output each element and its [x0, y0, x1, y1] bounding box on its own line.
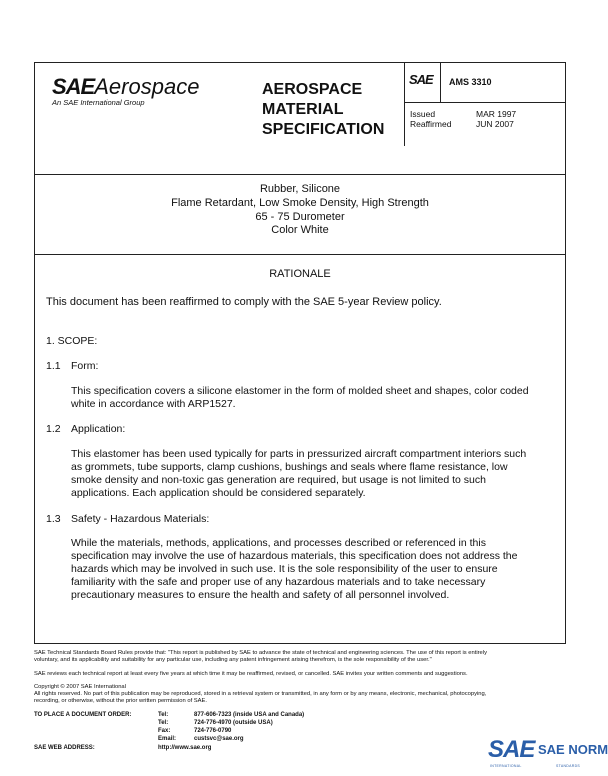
scope-heading: 1. SCOPE: — [46, 335, 98, 347]
sae-norm-logo-small-left: INTERNATIONAL — [490, 764, 522, 768]
top-border — [34, 62, 566, 63]
subject-line4: Color White — [271, 224, 329, 237]
sae-norm-logo-mark: SAE — [488, 736, 535, 763]
sae-small-logo: SAE — [409, 72, 433, 87]
section-1-2-line: as grommets, tube supports, clamp cushions, bushings and seals where flame resistance, low — [71, 461, 508, 473]
section-1-1-line: white in accordance with ARP1527. — [71, 398, 236, 410]
section-1-3-title: Safety - Hazardous Materials: — [71, 513, 210, 525]
doc-number: AMS 3310 — [449, 77, 492, 87]
copyright-line: All rights reserved. No part of this publication may be reproduced, stored in a retrieval system or transmitted, in any form or by any means, electronic, mechanical, photocopying, — [34, 691, 487, 698]
section-1-1-line: This specification covers a silicone elastomer in the form of molded sheet and shapes, color coded — [71, 385, 529, 397]
spec-title — [262, 80, 384, 140]
rationale-heading: RATIONALE — [269, 268, 331, 280]
section-1-2-text — [71, 448, 526, 500]
fax-label: Fax: — [158, 728, 171, 734]
logo-aerospace-text: Aerospace — [94, 74, 200, 99]
section-1-2-line: applications. Each application should be considered separately. — [71, 487, 366, 499]
header-bottom-border — [34, 174, 566, 175]
subject-line2: Flame Retardant, Low Smoke Density, High Strength — [171, 196, 429, 209]
section-1-3-line: hazards which may be involved in such use. It is the sole responsibility of the user to ensure — [71, 563, 498, 575]
email-label: Email: — [158, 736, 177, 742]
fax-value: 724-776-0790 — [194, 728, 232, 734]
tel1-label: Tel: — [158, 712, 169, 718]
issued-label: Issued — [410, 109, 436, 119]
footer-review: SAE reviews each technical report at least every five years at which time it may be reaffirmed, revised, or cancelled. SAE invites your written comments and suggestions. — [34, 671, 468, 677]
tel1-value: 877-606-7323 (inside USA and Canada) — [194, 712, 305, 718]
logo-subtitle: An SAE International Group — [52, 98, 145, 107]
docnum-divider — [404, 102, 565, 103]
footer-copyright — [34, 684, 568, 706]
reaffirmed-date: JUN 2007 — [476, 119, 514, 129]
small-logo-divider — [440, 62, 441, 102]
left-border — [34, 62, 35, 644]
rationale-text: This document has been reaffirmed to comply with the SAE 5-year Review policy. — [46, 296, 442, 308]
footer-rules-line: voluntary, and its applicability and suitability for any particular use, including any patent infringement arising therefrom, is the sole responsibility of the user." — [34, 657, 432, 664]
reaffirmed-label: Reaffirmed — [410, 119, 452, 129]
web-link[interactable]: http://www.sae.org — [158, 745, 212, 751]
footer-rules — [34, 650, 568, 664]
section-1-2-title: Application: — [71, 423, 126, 435]
order-label: TO PLACE A DOCUMENT ORDER: — [34, 712, 132, 718]
web-label: SAE WEB ADDRESS: — [34, 745, 95, 751]
section-1-1-title: Form: — [71, 360, 99, 372]
section-1-2-line: smoke density and non-toxic gas generation are required, but usage is not limited to such — [71, 474, 486, 486]
copyright-line: recording, or otherwise, without the prior written permission of SAE. — [34, 698, 208, 705]
sae-norm-logo-text: SAE NORM — [538, 742, 608, 757]
tel2-label: Tel: — [158, 720, 169, 726]
section-1-1-text — [71, 385, 529, 411]
title-line2: MATERIAL — [262, 101, 344, 118]
email-value[interactable]: custsvc@sae.org — [194, 736, 244, 742]
header-divider — [404, 62, 405, 146]
section-1-3-line: specification may involve the use of hazardous materials, this specification does not address the — [71, 550, 518, 562]
sae-norm-logo — [484, 736, 608, 774]
section-1-3-number: 1.3 — [46, 513, 61, 525]
right-border — [565, 62, 566, 644]
subject-line3: 65 - 75 Durometer — [255, 210, 345, 223]
section-1-3-line: While the materials, methods, applications, and processes described or referenced in this — [71, 537, 486, 549]
title-line3: SPECIFICATION — [262, 121, 385, 138]
section-1-2-number: 1.2 — [46, 423, 61, 435]
tel2-value: 724-776-4970 (outside USA) — [194, 720, 273, 726]
subject-line1: Rubber, Silicone — [259, 183, 341, 195]
section-1-3-line: familiarity with the safe and proper use of any hazardous materials and to take necessary — [71, 576, 486, 588]
section-1-3-text — [71, 537, 518, 602]
subject-block — [34, 183, 566, 238]
copyright-line: Copyright © 2007 SAE International — [34, 684, 126, 690]
footer-rules-line: SAE Technical Standards Board Rules provide that: "This report is published by SAE to advance the state of technical and engineering sciences. The use of this report is entirely — [34, 650, 487, 656]
issued-date: MAR 1997 — [476, 109, 517, 119]
section-1-3-line: precautionary measures to ensure the health and safety of all personnel involved. — [71, 589, 450, 601]
title-line1: AEROSPACE — [262, 81, 363, 98]
body-bottom-border — [34, 643, 566, 644]
sae-norm-logo-small-right: STANDARDS — [556, 764, 581, 768]
section-1-2-line: This elastomer has been used typically for parts in pressurized aircraft compartment interiors such — [71, 448, 527, 460]
section-1-1-number: 1.1 — [46, 360, 61, 372]
logo-sae-text: SAE — [52, 74, 95, 99]
subject-bottom-border — [34, 254, 566, 255]
sae-aerospace-logo — [52, 74, 199, 100]
